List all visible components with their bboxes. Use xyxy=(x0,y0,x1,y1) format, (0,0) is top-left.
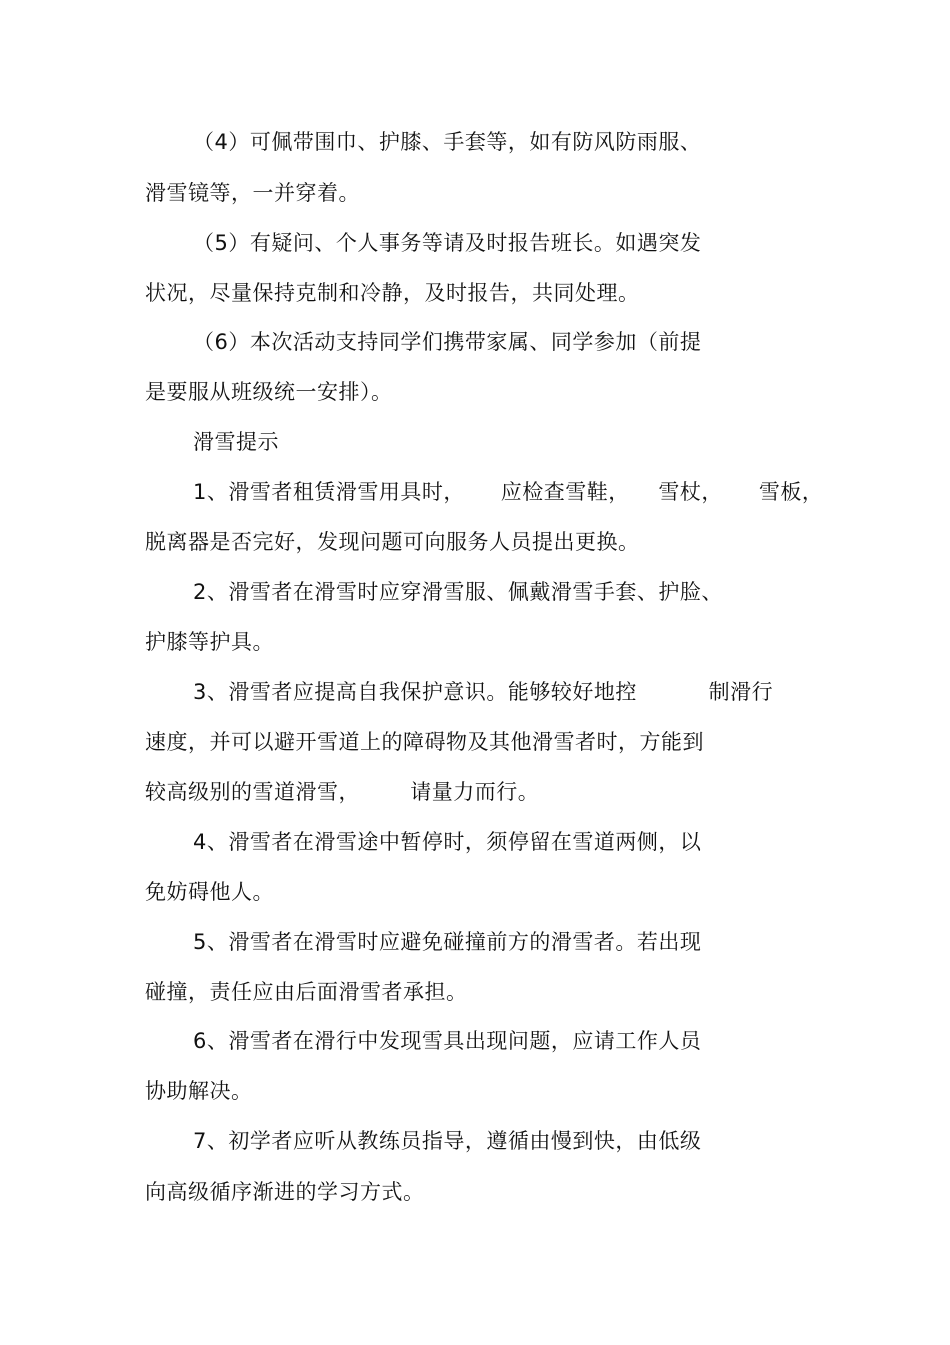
tip-2-line-1: 2、滑雪者在滑雪时应穿滑雪服、佩戴滑雪手套、护脸、 xyxy=(193,580,723,604)
item-5-line-2: 状况，尽量保持克制和冷静，及时报告，共同处理。 xyxy=(145,281,640,305)
tip-1-line-1: 1、滑雪者租赁滑雪用具时， 应检查雪鞋， 雪杖， 雪板， xyxy=(193,480,824,504)
tip-6-line-1: 6、滑雪者在滑行中发现雪具出现问题，应请工作人员 xyxy=(193,1029,702,1053)
tip-3-line-3: 较高级别的雪道滑雪， 请量力而行。 xyxy=(145,780,540,804)
item-6-line-1: （6）本次活动支持同学们携带家属、同学参加（前提 xyxy=(193,330,702,354)
tip-5-line-2: 碰撞，责任应由后面滑雪者承担。 xyxy=(145,980,468,1004)
tip-1-line-2: 脱离器是否完好，发现问题可向服务人员提出更换。 xyxy=(145,530,640,554)
tip-5-line-1: 5、滑雪者在滑雪时应避免碰撞前方的滑雪者。若出现 xyxy=(193,930,702,954)
tip-7-line-2: 向高级循序渐进的学习方式。 xyxy=(145,1180,425,1204)
tip-4-line-2: 免妨碍他人。 xyxy=(145,880,274,904)
item-5-line-1: （5）有疑问、个人事务等请及时报告班长。如遇突发 xyxy=(193,231,702,255)
tip-4-line-1: 4、滑雪者在滑雪途中暂停时，须停留在雪道两侧，以 xyxy=(193,830,702,854)
item-6-line-2: 是要服从班级统一安排）。 xyxy=(145,380,393,404)
tip-3-line-1: 3、滑雪者应提高自我保护意识。能够较好地控 制滑行 xyxy=(193,680,774,704)
item-4-line-2: 滑雪镜等，一并穿着。 xyxy=(145,181,360,205)
item-4-line-1: （4）可佩带围巾、护膝、手套等，如有防风防雨服、 xyxy=(193,130,702,154)
section-heading: 滑雪提示 xyxy=(193,430,279,454)
tip-2-line-2: 护膝等护具。 xyxy=(145,630,274,654)
tip-3-line-2: 速度，并可以避开雪道上的障碍物及其他滑雪者时，方能到 xyxy=(145,730,704,754)
tip-6-line-2: 协助解决。 xyxy=(145,1079,253,1103)
tip-7-line-1: 7、初学者应听从教练员指导，遵循由慢到快，由低级 xyxy=(193,1129,702,1153)
